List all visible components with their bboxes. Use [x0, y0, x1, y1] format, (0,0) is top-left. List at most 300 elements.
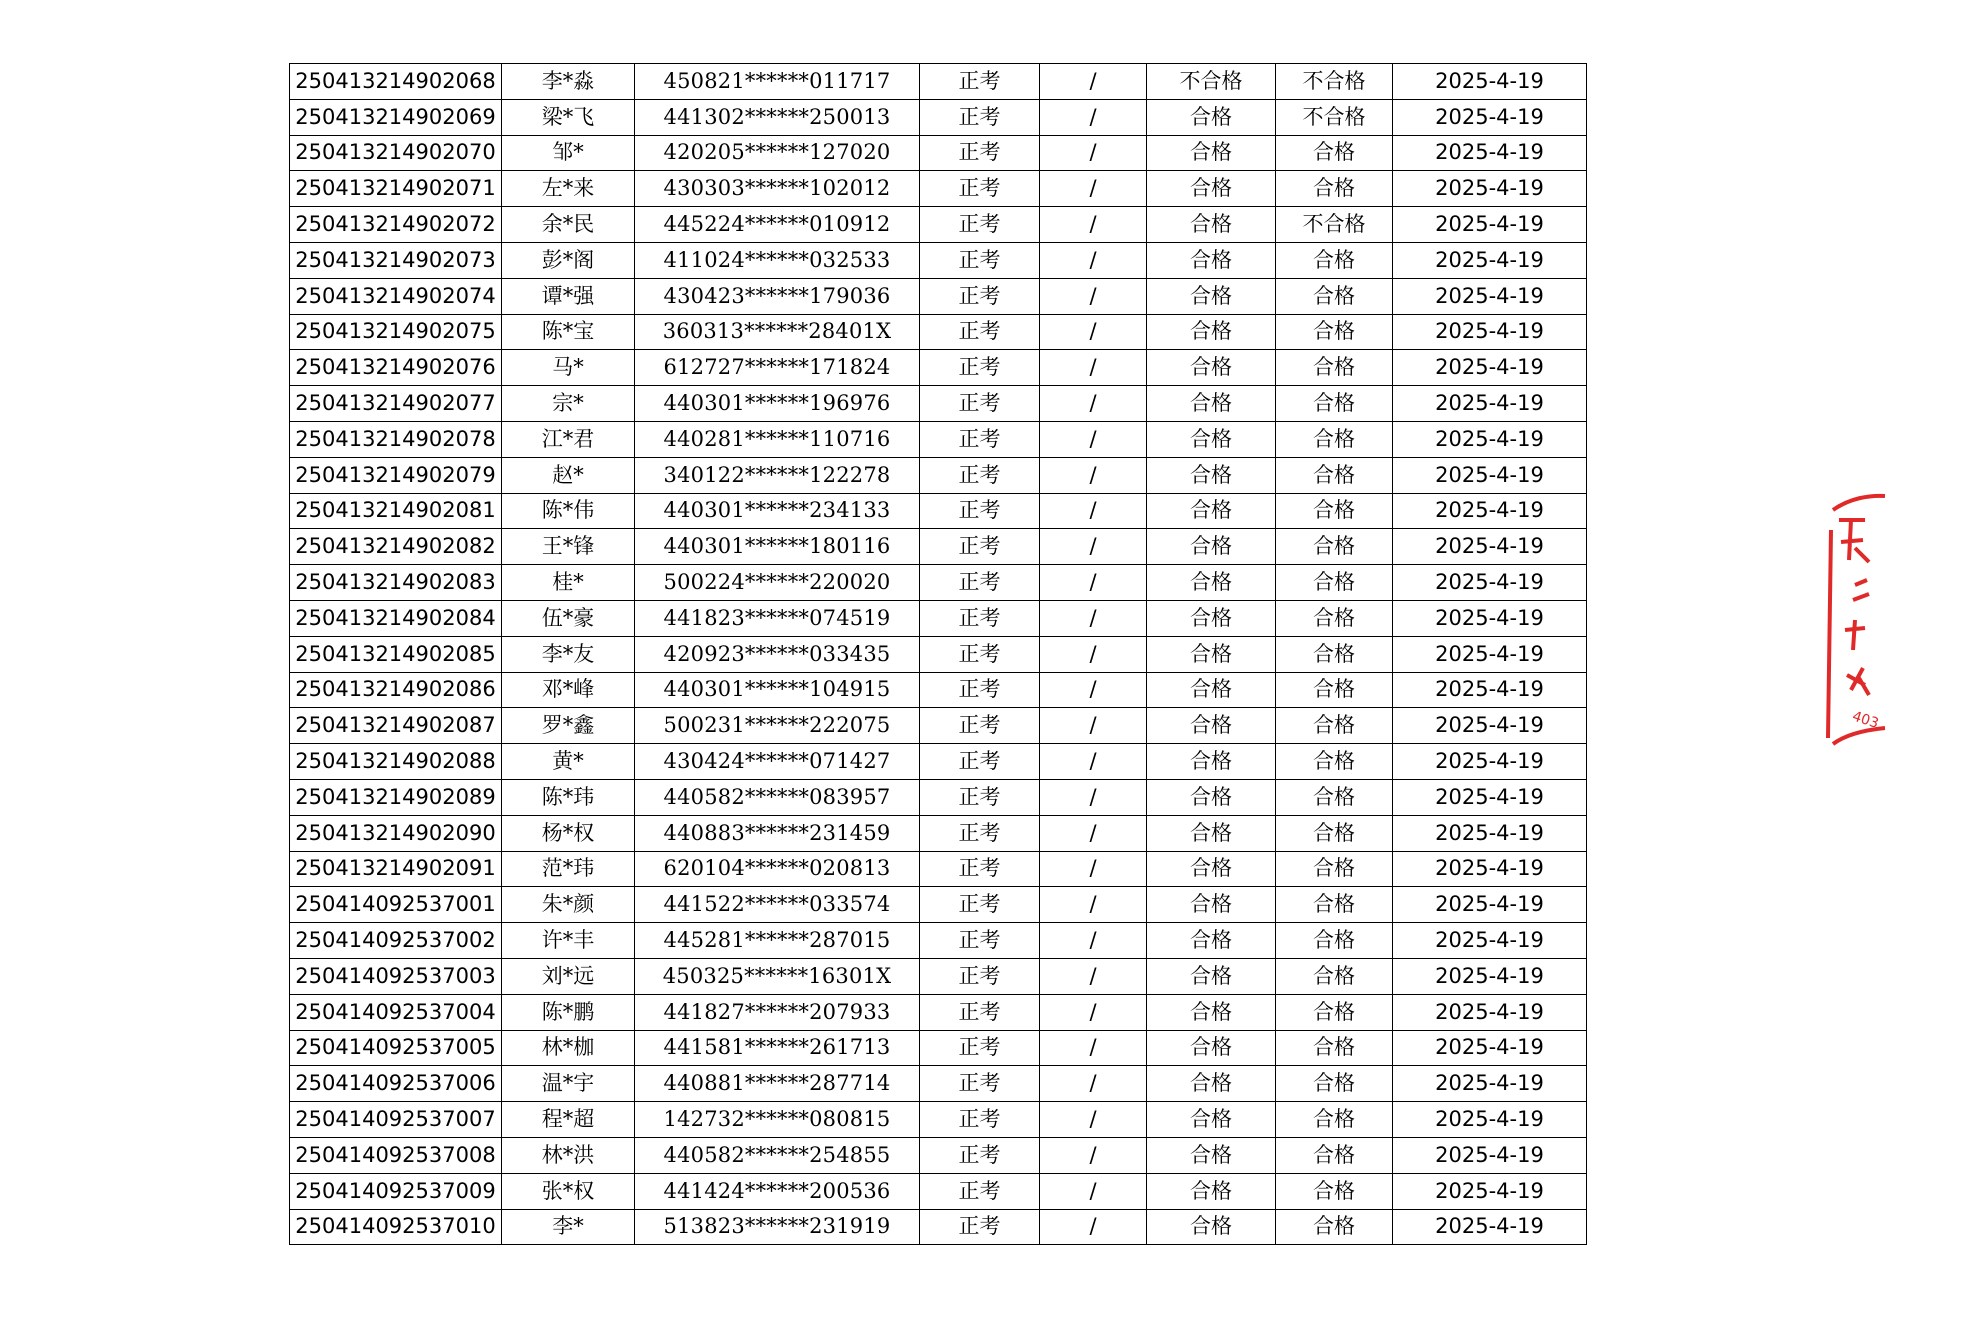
table-row — [290, 815, 1587, 851]
candidate-name-cell: 梁*飞 — [502, 99, 635, 135]
exam-number-cell: 250413214902072 — [290, 207, 502, 243]
exam-number-cell: 250414092537001 — [290, 887, 502, 923]
result-2-cell: 合格 — [1276, 386, 1393, 422]
table-row — [290, 779, 1587, 815]
exam-date-cell: 2025-4-19 — [1393, 314, 1587, 350]
empty-slash-cell: / — [1040, 887, 1147, 923]
table-row — [290, 386, 1587, 422]
table-row — [290, 314, 1587, 350]
result-2-cell: 合格 — [1276, 314, 1393, 350]
result-1-cell: 合格 — [1147, 994, 1276, 1030]
exam-type-cell: 正考 — [920, 923, 1040, 959]
exam-type-cell: 正考 — [920, 386, 1040, 422]
table-row — [290, 457, 1587, 493]
id-number-cell: 441424******200536 — [635, 1173, 920, 1209]
table-row — [290, 1209, 1587, 1245]
exam-number-cell: 250413214902068 — [290, 64, 502, 100]
result-1-cell: 合格 — [1147, 171, 1276, 207]
candidate-name-cell: 林*枷 — [502, 1030, 635, 1066]
id-number-cell: 420205******127020 — [635, 135, 920, 171]
table-row — [290, 851, 1587, 887]
empty-slash-cell: / — [1040, 958, 1147, 994]
result-2-cell: 合格 — [1276, 278, 1393, 314]
candidate-name-cell: 桂* — [502, 565, 635, 601]
result-2-cell: 合格 — [1276, 1137, 1393, 1173]
exam-date-cell: 2025-4-19 — [1393, 779, 1587, 815]
exam-type-cell: 正考 — [920, 457, 1040, 493]
exam-type-cell: 正考 — [920, 314, 1040, 350]
exam-number-cell: 250413214902079 — [290, 457, 502, 493]
candidate-name-cell: 罗*鑫 — [502, 708, 635, 744]
id-number-cell: 142732******080815 — [635, 1102, 920, 1138]
result-2-cell: 合格 — [1276, 1209, 1393, 1245]
table-row — [290, 994, 1587, 1030]
empty-slash-cell: / — [1040, 672, 1147, 708]
exam-date-cell: 2025-4-19 — [1393, 994, 1587, 1030]
exam-date-cell: 2025-4-19 — [1393, 135, 1587, 171]
candidate-name-cell: 朱*颜 — [502, 887, 635, 923]
stamp-ring-arc — [1828, 530, 1831, 738]
id-number-cell: 440301******180116 — [635, 529, 920, 565]
id-number-cell: 441827******207933 — [635, 994, 920, 1030]
exam-type-cell: 正考 — [920, 99, 1040, 135]
exam-number-cell: 250414092537004 — [290, 994, 502, 1030]
result-1-cell: 合格 — [1147, 744, 1276, 780]
exam-date-cell: 2025-4-19 — [1393, 171, 1587, 207]
empty-slash-cell: / — [1040, 744, 1147, 780]
result-1-cell: 合格 — [1147, 314, 1276, 350]
table-row — [290, 1137, 1587, 1173]
empty-slash-cell: / — [1040, 278, 1147, 314]
exam-type-cell: 正考 — [920, 887, 1040, 923]
stamp-glyph — [1839, 520, 1869, 562]
exam-number-cell: 250413214902083 — [290, 565, 502, 601]
empty-slash-cell: / — [1040, 815, 1147, 851]
candidate-name-cell: 陈*伟 — [502, 493, 635, 529]
result-2-cell: 合格 — [1276, 600, 1393, 636]
result-2-cell: 合格 — [1276, 457, 1393, 493]
result-2-cell: 合格 — [1276, 1030, 1393, 1066]
candidate-name-cell: 张*权 — [502, 1173, 635, 1209]
empty-slash-cell: / — [1040, 1173, 1147, 1209]
exam-date-cell: 2025-4-19 — [1393, 958, 1587, 994]
exam-type-cell: 正考 — [920, 242, 1040, 278]
exam-number-cell: 250413214902086 — [290, 672, 502, 708]
exam-date-cell: 2025-4-19 — [1393, 278, 1587, 314]
table-row — [290, 1173, 1587, 1209]
id-number-cell: 440301******234133 — [635, 493, 920, 529]
result-1-cell: 合格 — [1147, 386, 1276, 422]
exam-date-cell: 2025-4-19 — [1393, 242, 1587, 278]
exam-number-cell: 250413214902081 — [290, 493, 502, 529]
result-1-cell: 合格 — [1147, 958, 1276, 994]
id-number-cell: 612727******171824 — [635, 350, 920, 386]
exam-number-cell: 250413214902089 — [290, 779, 502, 815]
exam-type-cell: 正考 — [920, 636, 1040, 672]
result-1-cell: 合格 — [1147, 421, 1276, 457]
exam-date-cell: 2025-4-19 — [1393, 421, 1587, 457]
candidate-name-cell: 马* — [502, 350, 635, 386]
exam-date-cell: 2025-4-19 — [1393, 64, 1587, 100]
result-2-cell: 合格 — [1276, 421, 1393, 457]
empty-slash-cell: / — [1040, 207, 1147, 243]
exam-number-cell: 250413214902076 — [290, 350, 502, 386]
exam-date-cell: 2025-4-19 — [1393, 600, 1587, 636]
candidate-name-cell: 许*丰 — [502, 923, 635, 959]
exam-number-cell: 250414092537005 — [290, 1030, 502, 1066]
candidate-name-cell: 陈*鹏 — [502, 994, 635, 1030]
id-number-cell: 430423******179036 — [635, 278, 920, 314]
result-2-cell: 合格 — [1276, 242, 1393, 278]
exam-type-cell: 正考 — [920, 171, 1040, 207]
exam-date-cell: 2025-4-19 — [1393, 636, 1587, 672]
exam-type-cell: 正考 — [920, 565, 1040, 601]
exam-type-cell: 正考 — [920, 421, 1040, 457]
candidate-name-cell: 余*民 — [502, 207, 635, 243]
id-number-cell: 411024******032533 — [635, 242, 920, 278]
exam-type-cell: 正考 — [920, 135, 1040, 171]
table-row — [290, 99, 1587, 135]
candidate-name-cell: 陈*玮 — [502, 779, 635, 815]
empty-slash-cell: / — [1040, 708, 1147, 744]
result-2-cell: 不合格 — [1276, 207, 1393, 243]
exam-number-cell: 250414092537009 — [290, 1173, 502, 1209]
id-number-cell: 340122******122278 — [635, 457, 920, 493]
empty-slash-cell: / — [1040, 386, 1147, 422]
id-number-cell: 440881******287714 — [635, 1066, 920, 1102]
candidate-name-cell: 林*洪 — [502, 1137, 635, 1173]
exam-date-cell: 2025-4-19 — [1393, 815, 1587, 851]
exam-type-cell: 正考 — [920, 958, 1040, 994]
exam-type-cell: 正考 — [920, 1137, 1040, 1173]
id-number-cell: 450325******16301X — [635, 958, 920, 994]
exam-number-cell: 250413214902069 — [290, 99, 502, 135]
candidate-name-cell: 黄* — [502, 744, 635, 780]
id-number-cell: 441522******033574 — [635, 887, 920, 923]
empty-slash-cell: / — [1040, 99, 1147, 135]
empty-slash-cell: / — [1040, 923, 1147, 959]
id-number-cell: 500231******222075 — [635, 708, 920, 744]
exam-type-cell: 正考 — [920, 672, 1040, 708]
exam-number-cell: 250413214902085 — [290, 636, 502, 672]
table-row — [290, 1030, 1587, 1066]
candidate-name-cell: 赵* — [502, 457, 635, 493]
exam-type-cell: 正考 — [920, 1030, 1040, 1066]
exam-date-cell: 2025-4-19 — [1393, 1173, 1587, 1209]
result-2-cell: 合格 — [1276, 493, 1393, 529]
exam-number-cell: 250413214902087 — [290, 708, 502, 744]
exam-number-cell: 250414092537008 — [290, 1137, 502, 1173]
exam-date-cell: 2025-4-19 — [1393, 493, 1587, 529]
exam-type-cell: 正考 — [920, 851, 1040, 887]
result-1-cell: 合格 — [1147, 457, 1276, 493]
result-1-cell: 合格 — [1147, 815, 1276, 851]
exam-date-cell: 2025-4-19 — [1393, 1030, 1587, 1066]
exam-number-cell: 250413214902077 — [290, 386, 502, 422]
exam-date-cell: 2025-4-19 — [1393, 457, 1587, 493]
result-1-cell: 不合格 — [1147, 64, 1276, 100]
empty-slash-cell: / — [1040, 529, 1147, 565]
table-row — [290, 923, 1587, 959]
exam-date-cell: 2025-4-19 — [1393, 207, 1587, 243]
table-row — [290, 207, 1587, 243]
empty-slash-cell: / — [1040, 457, 1147, 493]
exam-type-cell: 正考 — [920, 744, 1040, 780]
id-number-cell: 360313******28401X — [635, 314, 920, 350]
exam-date-cell: 2025-4-19 — [1393, 708, 1587, 744]
table-row — [290, 1102, 1587, 1138]
candidate-name-cell: 伍*豪 — [502, 600, 635, 636]
exam-date-cell: 2025-4-19 — [1393, 851, 1587, 887]
candidate-name-cell: 温*宇 — [502, 1066, 635, 1102]
empty-slash-cell: / — [1040, 994, 1147, 1030]
id-number-cell: 441302******250013 — [635, 99, 920, 135]
candidate-name-cell: 左*来 — [502, 171, 635, 207]
candidate-name-cell: 李* — [502, 1209, 635, 1245]
empty-slash-cell: / — [1040, 493, 1147, 529]
candidate-name-cell: 范*玮 — [502, 851, 635, 887]
id-number-cell: 440582******083957 — [635, 779, 920, 815]
table-row — [290, 529, 1587, 565]
id-number-cell: 420923******033435 — [635, 636, 920, 672]
exam-date-cell: 2025-4-19 — [1393, 1209, 1587, 1245]
result-2-cell: 不合格 — [1276, 64, 1393, 100]
result-1-cell: 合格 — [1147, 493, 1276, 529]
exam-number-cell: 250413214902075 — [290, 314, 502, 350]
empty-slash-cell: / — [1040, 1030, 1147, 1066]
empty-slash-cell: / — [1040, 350, 1147, 386]
table-row — [290, 421, 1587, 457]
exam-type-cell: 正考 — [920, 1173, 1040, 1209]
result-2-cell: 合格 — [1276, 1173, 1393, 1209]
result-2-cell: 合格 — [1276, 529, 1393, 565]
empty-slash-cell: / — [1040, 171, 1147, 207]
id-number-cell: 440281******110716 — [635, 421, 920, 457]
result-2-cell: 合格 — [1276, 994, 1393, 1030]
stamp-ring-arc — [1833, 496, 1885, 510]
result-1-cell: 合格 — [1147, 779, 1276, 815]
result-2-cell: 合格 — [1276, 779, 1393, 815]
exam-number-cell: 250413214902084 — [290, 600, 502, 636]
exam-number-cell: 250413214902088 — [290, 744, 502, 780]
exam-type-cell: 正考 — [920, 1102, 1040, 1138]
id-number-cell: 450821******011717 — [635, 64, 920, 100]
candidate-name-cell: 刘*远 — [502, 958, 635, 994]
result-2-cell: 合格 — [1276, 565, 1393, 601]
candidate-name-cell: 李*友 — [502, 636, 635, 672]
result-2-cell: 合格 — [1276, 672, 1393, 708]
candidate-name-cell: 程*超 — [502, 1102, 635, 1138]
result-1-cell: 合格 — [1147, 565, 1276, 601]
result-2-cell: 合格 — [1276, 1066, 1393, 1102]
exam-date-cell: 2025-4-19 — [1393, 923, 1587, 959]
result-2-cell: 合格 — [1276, 815, 1393, 851]
empty-slash-cell: / — [1040, 779, 1147, 815]
result-2-cell: 合格 — [1276, 744, 1393, 780]
id-number-cell: 430424******071427 — [635, 744, 920, 780]
candidate-name-cell: 李*淼 — [502, 64, 635, 100]
candidate-name-cell: 彭*阁 — [502, 242, 635, 278]
id-number-cell: 440301******104915 — [635, 672, 920, 708]
results-table-body — [290, 64, 1587, 1245]
exam-number-cell: 250413214902078 — [290, 421, 502, 457]
exam-date-cell: 2025-4-19 — [1393, 386, 1587, 422]
result-1-cell: 合格 — [1147, 99, 1276, 135]
result-2-cell: 合格 — [1276, 958, 1393, 994]
table-row — [290, 958, 1587, 994]
result-2-cell: 合格 — [1276, 350, 1393, 386]
table-row — [290, 708, 1587, 744]
exam-number-cell: 250413214902070 — [290, 135, 502, 171]
exam-number-cell: 250414092537010 — [290, 1209, 502, 1245]
exam-type-cell: 正考 — [920, 708, 1040, 744]
empty-slash-cell: / — [1040, 636, 1147, 672]
results-table — [289, 63, 1587, 1245]
exam-type-cell: 正考 — [920, 779, 1040, 815]
candidate-name-cell: 江*君 — [502, 421, 635, 457]
exam-type-cell: 正考 — [920, 1209, 1040, 1245]
result-1-cell: 合格 — [1147, 1030, 1276, 1066]
result-1-cell: 合格 — [1147, 600, 1276, 636]
id-number-cell: 500224******220020 — [635, 565, 920, 601]
result-2-cell: 合格 — [1276, 851, 1393, 887]
id-number-cell: 440582******254855 — [635, 1137, 920, 1173]
id-number-cell: 430303******102012 — [635, 171, 920, 207]
exam-type-cell: 正考 — [920, 600, 1040, 636]
stamp-ring-arc — [1833, 728, 1885, 744]
result-1-cell: 合格 — [1147, 1173, 1276, 1209]
table-row — [290, 350, 1587, 386]
id-number-cell: 445224******010912 — [635, 207, 920, 243]
exam-date-cell: 2025-4-19 — [1393, 99, 1587, 135]
empty-slash-cell: / — [1040, 851, 1147, 887]
empty-slash-cell: / — [1040, 1137, 1147, 1173]
result-1-cell: 合格 — [1147, 1209, 1276, 1245]
id-number-cell: 620104******020813 — [635, 851, 920, 887]
exam-date-cell: 2025-4-19 — [1393, 529, 1587, 565]
table-row — [290, 278, 1587, 314]
candidate-name-cell: 谭*强 — [502, 278, 635, 314]
exam-date-cell: 2025-4-19 — [1393, 672, 1587, 708]
result-1-cell: 合格 — [1147, 207, 1276, 243]
exam-number-cell: 250413214902090 — [290, 815, 502, 851]
result-2-cell: 合格 — [1276, 887, 1393, 923]
candidate-name-cell: 邹* — [502, 135, 635, 171]
stamp-glyph — [1845, 620, 1865, 650]
stamp-glyph — [1853, 580, 1869, 600]
candidate-name-cell: 王*锋 — [502, 529, 635, 565]
table-row — [290, 565, 1587, 601]
empty-slash-cell: / — [1040, 1066, 1147, 1102]
result-1-cell: 合格 — [1147, 923, 1276, 959]
exam-type-cell: 正考 — [920, 529, 1040, 565]
exam-date-cell: 2025-4-19 — [1393, 1137, 1587, 1173]
empty-slash-cell: / — [1040, 600, 1147, 636]
stamp-glyph — [1847, 668, 1869, 695]
table-row — [290, 493, 1587, 529]
exam-type-cell: 正考 — [920, 64, 1040, 100]
candidate-name-cell: 杨*权 — [502, 815, 635, 851]
exam-type-cell: 正考 — [920, 350, 1040, 386]
exam-number-cell: 250413214902073 — [290, 242, 502, 278]
empty-slash-cell: / — [1040, 242, 1147, 278]
exam-date-cell: 2025-4-19 — [1393, 1102, 1587, 1138]
result-2-cell: 合格 — [1276, 135, 1393, 171]
table-row — [290, 636, 1587, 672]
exam-date-cell: 2025-4-19 — [1393, 1066, 1587, 1102]
result-1-cell: 合格 — [1147, 887, 1276, 923]
exam-date-cell: 2025-4-19 — [1393, 565, 1587, 601]
exam-number-cell: 250413214902091 — [290, 851, 502, 887]
exam-number-cell: 250413214902074 — [290, 278, 502, 314]
exam-number-cell: 250414092537002 — [290, 923, 502, 959]
exam-number-cell: 250414092537007 — [290, 1102, 502, 1138]
empty-slash-cell: / — [1040, 565, 1147, 601]
result-1-cell: 合格 — [1147, 529, 1276, 565]
table-row — [290, 64, 1587, 100]
result-2-cell: 合格 — [1276, 171, 1393, 207]
exam-type-cell: 正考 — [920, 815, 1040, 851]
exam-type-cell: 正考 — [920, 1066, 1040, 1102]
id-number-cell: 445281******287015 — [635, 923, 920, 959]
candidate-name-cell: 宗* — [502, 386, 635, 422]
result-2-cell: 不合格 — [1276, 99, 1393, 135]
result-2-cell: 合格 — [1276, 1102, 1393, 1138]
result-1-cell: 合格 — [1147, 672, 1276, 708]
result-1-cell: 合格 — [1147, 350, 1276, 386]
red-seal-stamp — [1825, 490, 1965, 760]
empty-slash-cell: / — [1040, 314, 1147, 350]
table-row — [290, 135, 1587, 171]
empty-slash-cell: / — [1040, 135, 1147, 171]
exam-number-cell: 250414092537003 — [290, 958, 502, 994]
table-row — [290, 171, 1587, 207]
table-row — [290, 744, 1587, 780]
table-row — [290, 1066, 1587, 1102]
id-number-cell: 441581******261713 — [635, 1030, 920, 1066]
id-number-cell: 441823******074519 — [635, 600, 920, 636]
exam-type-cell: 正考 — [920, 207, 1040, 243]
result-1-cell: 合格 — [1147, 278, 1276, 314]
result-1-cell: 合格 — [1147, 636, 1276, 672]
result-1-cell: 合格 — [1147, 708, 1276, 744]
id-number-cell: 440883******231459 — [635, 815, 920, 851]
table-row — [290, 242, 1587, 278]
exam-type-cell: 正考 — [920, 493, 1040, 529]
exam-number-cell: 250413214902071 — [290, 171, 502, 207]
empty-slash-cell: / — [1040, 1209, 1147, 1245]
result-1-cell: 合格 — [1147, 851, 1276, 887]
candidate-name-cell: 邓*峰 — [502, 672, 635, 708]
empty-slash-cell: / — [1040, 421, 1147, 457]
candidate-name-cell: 陈*宝 — [502, 314, 635, 350]
empty-slash-cell: / — [1040, 64, 1147, 100]
result-1-cell: 合格 — [1147, 135, 1276, 171]
exam-type-cell: 正考 — [920, 278, 1040, 314]
id-number-cell: 440301******196976 — [635, 386, 920, 422]
stamp-number-text: 403 — [1850, 708, 1881, 732]
exam-number-cell: 250413214902082 — [290, 529, 502, 565]
exam-date-cell: 2025-4-19 — [1393, 887, 1587, 923]
result-1-cell: 合格 — [1147, 1137, 1276, 1173]
result-1-cell: 合格 — [1147, 1102, 1276, 1138]
table-row — [290, 600, 1587, 636]
exam-type-cell: 正考 — [920, 994, 1040, 1030]
exam-date-cell: 2025-4-19 — [1393, 350, 1587, 386]
result-2-cell: 合格 — [1276, 923, 1393, 959]
exam-number-cell: 250414092537006 — [290, 1066, 502, 1102]
table-row — [290, 672, 1587, 708]
